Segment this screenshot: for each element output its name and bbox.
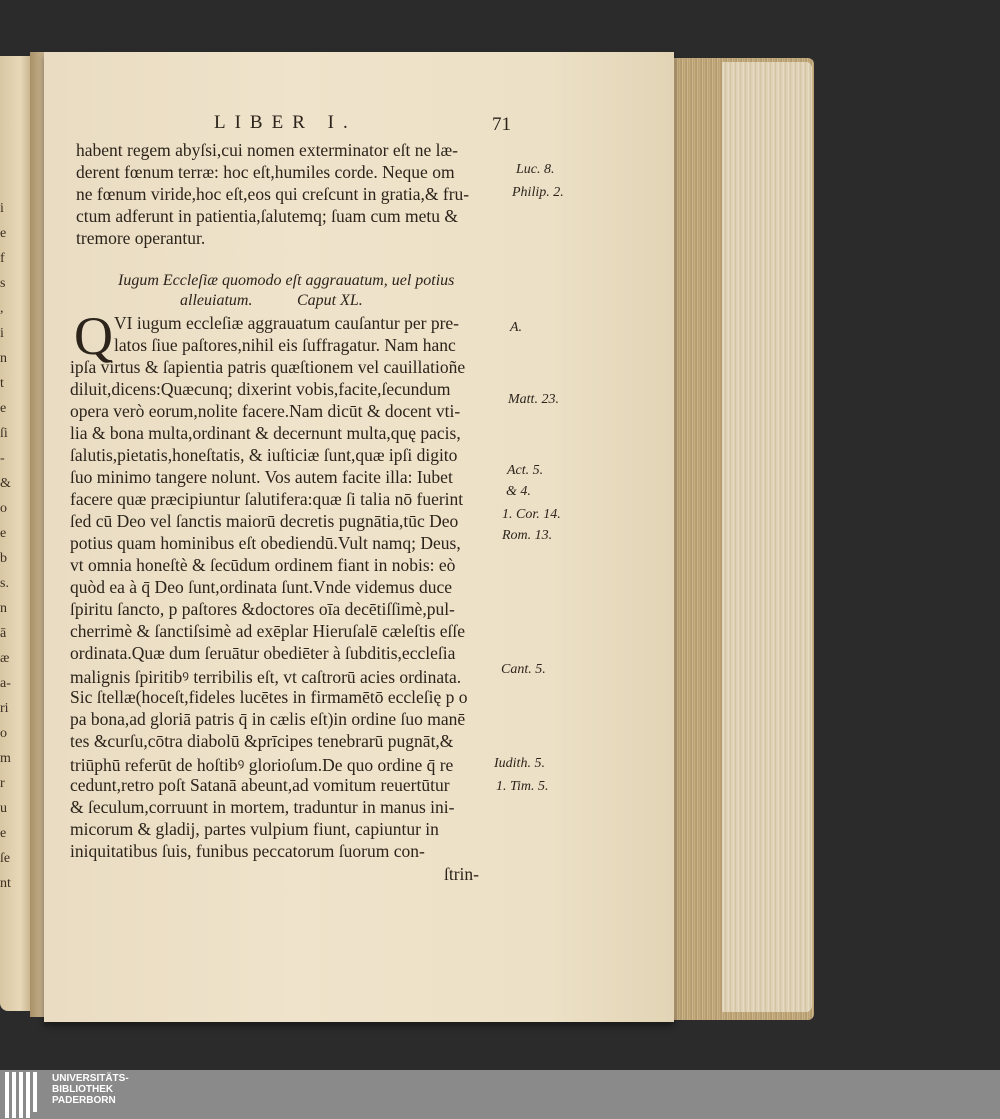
library-logo-text <box>52 1073 129 1106</box>
text-line: cedunt,retro poſt Satanā abeunt,ad vomitum reuertūtur <box>70 775 450 795</box>
marginal-note: Matt. 23. <box>508 392 559 407</box>
text-line: triūphū referūt de hoſtibꝰ glorioſum.De quo ordine q̄ re <box>70 755 454 775</box>
library-logo-icon <box>5 1072 45 1118</box>
text-line: pa bona,ad gloriā patris q̄ in cælis eſt)in ordine ſuo manē <box>70 709 466 729</box>
page-number: 71 <box>492 114 511 135</box>
marginal-note: A. <box>510 320 523 335</box>
marginal-note: Rom. 13. <box>502 528 553 543</box>
page-edges-light <box>722 62 812 1012</box>
text-line: ordinata.Quæ dum ſeruātur obediēter à ſubditis,eccleſia <box>70 643 456 663</box>
marginal-note: Luc. 8. <box>516 162 555 177</box>
marginal-note: 1. Tim. 5. <box>496 779 549 794</box>
catchword: ſtrin- <box>444 864 479 884</box>
text-line: Sic ſtellæ(hoceſt,fideles lucētes in firmamētō eccleſię p o <box>70 687 468 707</box>
chapter-title-line-2: alleuiatum. <box>180 292 253 309</box>
marginal-note: & 4. <box>506 484 531 499</box>
text-line: cherrimè & ſanctiſsimè ad exēplar Hieruſalē cæleſtis eſſe <box>70 621 466 641</box>
text-line: latos ſiue paſtores,nihil eis ſuffragatur. Nam hanc <box>114 335 456 355</box>
marginal-note: Act. 5. <box>507 463 544 478</box>
chapter-label: Caput XL. <box>297 292 363 309</box>
text-line: habent regem abyſsi,cui nomen exterminator eſt ne læ- <box>76 140 458 160</box>
text-line: derent fœnum terræ: hoc eſt,humiles corde. Neque om <box>76 162 455 182</box>
drop-capital: Q <box>74 306 113 366</box>
marginal-note: Philip. 2. <box>512 185 564 200</box>
text-line: potius quam hominibus eſt obediendū.Vult namq; Deus, <box>70 533 461 553</box>
logo-line: UNIVERSITÄTS- <box>52 1073 129 1084</box>
logo-line: PADERBORN <box>52 1095 116 1106</box>
text-line: quòd ea à q̄ Deo ſunt,ordinata ſunt.Vnde videmus duce <box>70 577 452 597</box>
text-line: ſuo minimo tangere nolunt. Vos autem facite illa: Iubet <box>70 467 453 487</box>
left-page-fragments: i e f s , i n t e ſi - & o e b s. n ā æ a- ri o m r u e ſe nt <box>0 201 11 891</box>
text-line: & ſeculum,corruunt in mortem, traduntur in manus ini- <box>70 797 455 817</box>
marginal-note: Cant. 5. <box>501 662 546 677</box>
footer-bar <box>0 1070 1000 1119</box>
marginal-note: 1. Cor. 14. <box>502 507 561 522</box>
text-line: diluit,dicens:Quæcunq; dixerint vobis,facite,ſecundum <box>70 379 451 399</box>
text-line: iniquitatibus ſuis, funibus peccatorum ſuorum con- <box>70 841 425 861</box>
text-line: facere quæ præcipiuntur ſalutifera:quæ ſi talia nō fuerint <box>70 489 464 509</box>
text-line: ſed cū Deo vel ſanctis maiorū decretis pugnātia,tūc Deo <box>70 511 459 531</box>
text-line: malignis ſpiritibꝰ terribilis eſt, vt caſtrorū acies ordinata. <box>70 667 462 687</box>
marginal-note: Iudith. 5. <box>494 756 545 771</box>
logo-line: BIBLIOTHEK <box>52 1084 114 1095</box>
text-line: ne fœnum viride,hoc eſt,eos qui creſcunt in gratia,& fru- <box>76 184 470 204</box>
text-line: ſpiritu ſancto, p paſtores &doctores oīa decētiſſimè,pul- <box>70 599 455 619</box>
text-line: vt omnia honeſtè & ſecūdum ordinem fiant in nobis: eò <box>70 555 456 575</box>
text-line: micorum & gladij, partes vulpium fiunt, capiuntur in <box>70 819 439 839</box>
text-line: opera verò eorum,nolite facere.Nam dicūt & docent vti- <box>70 401 461 421</box>
left-page-edge <box>0 56 34 1011</box>
text-line: ſalutis,pietatis,honeſtatis, & iuſticiæ ſunt,quæ ipſi digito <box>70 445 458 465</box>
text-line: lia & bona multa,ordinant & decernunt multa,quę pacis, <box>70 423 461 443</box>
text-line: VI iugum eccleſiæ aggrauatum cauſantur per pre- <box>114 313 459 333</box>
text-line: ipſa virtus & ſapientia patris quæſtionem vel cauillatioñe <box>70 357 466 377</box>
chapter-title-line-1: Iugum Eccleſiæ quomodo eſt aggrauatum, uel potius <box>118 272 455 289</box>
text-line: tes &curſu,cōtra diabolū &prīcipes tenebrarū pugnāt,& <box>70 731 454 751</box>
text-line: ctum adferunt in patientia,ſalutemq; ſuam cum metu & <box>76 206 458 226</box>
text-line: tremore operantur. <box>76 228 206 248</box>
running-header: LIBER I. <box>214 112 357 133</box>
